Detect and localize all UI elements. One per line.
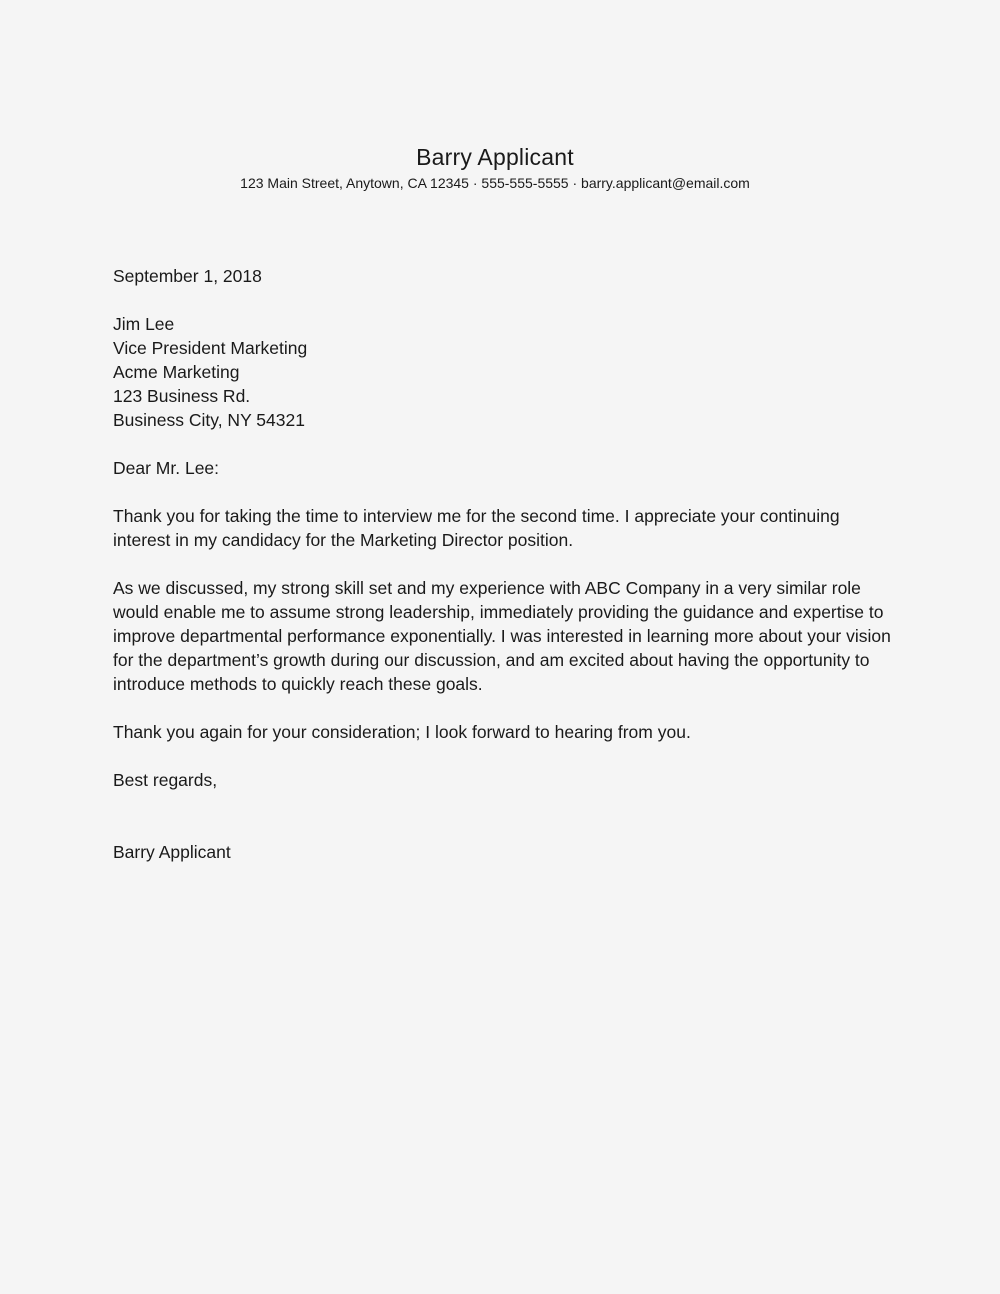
- signature: Barry Applicant: [113, 842, 231, 862]
- recipient-street: 123 Business Rd.: [113, 386, 251, 406]
- letter-date: September 1, 2018: [113, 266, 262, 286]
- sender-name: Barry Applicant: [416, 144, 574, 170]
- closing: Best regards,: [113, 770, 218, 790]
- sender-contact-info: 123 Main Street, Anytown, CA 12345 · 555-555-5555 · barry.applicant@email.com: [240, 175, 750, 191]
- body-paragraph: Thank you for taking the time to interview me for the second time. I appreciate your continuing interest in my candidacy for the Marketing Director position.: [113, 506, 840, 550]
- letterhead: [0, 142, 990, 193]
- recipient-title: Vice President Marketing: [113, 338, 308, 358]
- recipient-company: Acme Marketing: [113, 362, 240, 382]
- body-paragraph: Thank you again for your consideration; I look forward to hearing from you.: [113, 722, 691, 742]
- recipient-city: Business City, NY 54321: [113, 410, 305, 430]
- recipient-address: [113, 312, 893, 432]
- salutation: Dear Mr. Lee:: [113, 458, 220, 478]
- body-paragraph: As we discussed, my strong skill set and my experience with ABC Company in a very similar role would enable me to assume strong leadership, immediately providing the guidance and expertise to improve departmental performance exponentially. I was interested in learning more about your vision for the department’s growth during our discussion, and am excited about having the opportunity to introduce methods to quickly reach these goals.: [113, 578, 891, 694]
- recipient-name: Jim Lee: [113, 314, 175, 334]
- letter-body: [113, 264, 893, 864]
